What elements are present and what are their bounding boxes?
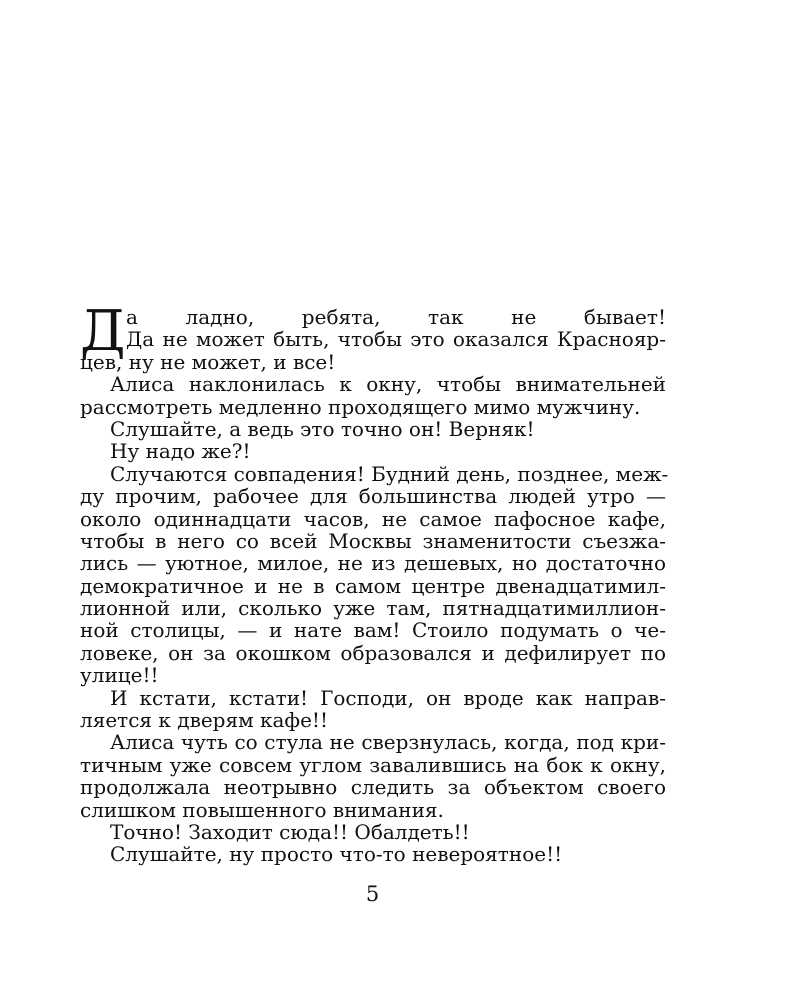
page-number: 5 xyxy=(365,882,380,906)
body-text xyxy=(80,299,669,867)
drop-cap: Д xyxy=(80,299,126,364)
text-line: демократичное и не в самом центре двенадцатимил- xyxy=(80,573,666,598)
text-line: лись — уютное, милое, не из дешевых, но достаточно xyxy=(80,551,666,576)
text-line: Случаются совпадения! Будний день, позднее, меж- xyxy=(110,461,669,486)
text-line: Слушайте, ну просто что-то невероятное!! xyxy=(110,842,563,867)
text-line: рассмотреть медленно проходящего мимо мужчину. xyxy=(80,394,641,419)
text-line: И кстати, кстати! Господи, он вроде как направ- xyxy=(110,685,666,710)
text-line: ду прочим, рабочее для большинства людей утро — xyxy=(80,484,666,509)
text-line: слишком повышенного внимания. xyxy=(80,797,444,822)
text-line: около одиннадцати часов, не самое пафосное кафе, xyxy=(80,506,666,531)
text-line: Алиса наклонилась к окну, чтобы внимательней xyxy=(110,372,666,397)
text-line: Да не может быть, чтобы это оказался Краснояр- xyxy=(126,327,666,352)
text-line: Слушайте, а ведь это точно он! Верняк! xyxy=(110,416,535,441)
text-line: Точно! Заходит сюда!! Обалдеть!! xyxy=(110,819,470,844)
text-line: цев, ну не может, и все! xyxy=(80,349,336,374)
text-line: ляется к дверям кафе!! xyxy=(80,708,328,733)
text-line: Ну надо же?! xyxy=(110,439,251,464)
text-line: ной столицы, — и нате вам! Стоило подумать о че- xyxy=(80,618,666,643)
text-line: лионной или, сколько уже там, пятнадцатимиллион- xyxy=(80,596,666,621)
text-line: тичным уже совсем углом завалившись на бок к окну, xyxy=(80,752,666,777)
text-line: продолжала неотрывно следить за объектом своего xyxy=(80,775,666,800)
text-line: Алиса чуть со стула не сверзнулась, когда, под кри- xyxy=(110,730,666,755)
text-line: чтобы в него со всей Москвы знаменитости съезжа- xyxy=(80,528,666,553)
text-line: улице!! xyxy=(80,663,159,688)
text-line: а ладно, ребята, так не бывает! xyxy=(126,305,666,329)
text-line: ловеке, он за окошком образовался и дефилирует по xyxy=(80,640,666,665)
